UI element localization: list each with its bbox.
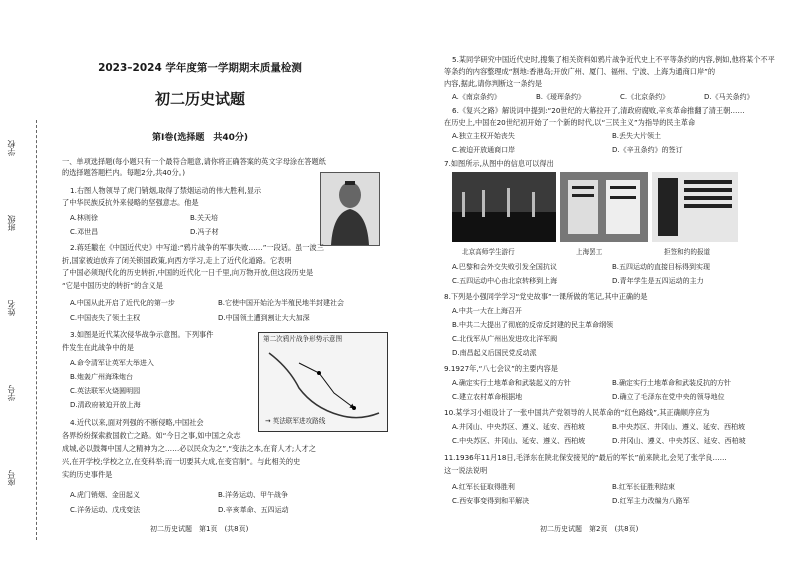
q3-option-d: D.清政府被迫开放上海 xyxy=(70,401,141,409)
q5-stem-2: 等条约的内容整理成“割地:香港岛;开放广州、厦门、福州、宁波、上海为通商口岸”的 xyxy=(444,67,716,76)
q1-stem-2: 了中华民族反抗外来侵略的坚强意志。他是 xyxy=(62,198,199,207)
q7-stem-1: 7.如图所示,从图中的信息可以得出 xyxy=(444,159,554,168)
q9-option-b: B.确定实行土地革命和武装反抗的方针 xyxy=(612,379,732,387)
q6-option-c: C.被迫开放通商口岸 xyxy=(452,146,516,154)
q6-stem-1: 6.《复兴之路》解说词中提到:“20世纪的大幕拉开了,清政府腐败,辛亥革命推翻了清王朝…… xyxy=(452,106,745,115)
q4-option-b: B.洋务运动、甲午战争 xyxy=(218,491,289,499)
q4-stem-2: 各界纷纷探索救国救亡之路。如“今日之事,如中国之众志 xyxy=(62,431,241,440)
lin-zexu-portrait xyxy=(320,172,380,246)
q8-stem-1: 8.下列是小强同学学习“党史故事”一课所做的笔记,其中正确的是 xyxy=(444,292,648,301)
q10-stem-1: 10.某学习小组设计了一张中国共产党领导的人民革命的“红色路线”,其正确顺序应为 xyxy=(444,408,710,417)
q3-option-b: B.炮轰广州海珠炮台 xyxy=(70,373,134,381)
q5-stem-1: 5.某同学研究中国近代史时,搜集了相关资料如鸦片战争近代史上不平等条约的内容,例如,他将某个不平 xyxy=(452,55,775,64)
sidebar-field-name: 姓名 xyxy=(7,300,16,316)
q4-stem-3: 成城,必以鼓舞中国人之精神为之……必以民众为之”,“变法之本,在育人才;人才之 xyxy=(62,444,316,453)
q4-stem-4: 兴,在开学校;学校之立,在变科举;而一切要其大成,在变官制”。与此相关的史 xyxy=(62,457,301,466)
q1-option-c: C.邓世昌 xyxy=(70,228,99,236)
q11-stem-1: 11.1936年11月18日,毛泽东在陕北保安接见的“最后的军长”前来陕北,会见了张学良…… xyxy=(444,453,727,462)
q4-stem-1: 4.近代以来,面对列强的不断侵略,中国社会 xyxy=(70,418,204,427)
sidebar-field-class: 班级 xyxy=(7,215,16,231)
sidebar-field-student-id: 学号 xyxy=(7,385,16,401)
q5-option-a: A.《南京条约》 xyxy=(452,93,501,101)
q3-stem-1: 3.如图是近代某次侵华战争示意图。下列事件 xyxy=(70,330,214,339)
q10-option-a: A.井冈山、中央苏区、遵义、延安、西柏坡 xyxy=(452,423,585,431)
q9-stem-1: 9.1927年,“八七会议”的主要内容是 xyxy=(444,364,558,373)
q7-photo-strike xyxy=(560,172,648,242)
sidebar-field-school: 学校 xyxy=(7,140,16,156)
q7-option-b: B.五四运动的直接目标得到实现 xyxy=(612,263,711,271)
q2-stem-2: 折,国家被迫放弃了闭关锁国政策,向西方学习,走上了近代化道路。它表明 xyxy=(62,256,292,265)
footer-page-1: 初二历史试题 第1页 (共8页) xyxy=(150,525,249,533)
q6-stem-2: 在历史上,中国在20世纪初开始了一个新的时代,以“三民主义”为指导的民主革命 xyxy=(444,118,696,127)
q7-photo-students xyxy=(452,172,556,242)
q2-stem-1: 2.蒋廷黻在《中国近代史》中写道:“鸦片战争的军事失败……”一段话。虽一波三 xyxy=(70,243,324,252)
q5-option-b: B.《瑷珲条约》 xyxy=(536,93,586,101)
q3-option-c: C.英法联军火烧圆明园 xyxy=(70,387,141,395)
q5-stem-3: 内容,据此,请你判断这一条约是 xyxy=(444,79,543,88)
q2-option-a: A.中国从此开启了近代化的第一步 xyxy=(70,299,175,307)
q11-stem-2: 这一说法说明 xyxy=(444,466,488,475)
q7-caption-1: 北京高师学生游行 xyxy=(462,248,515,256)
q10-option-d: D.井冈山、遵义、中央苏区、延安、西柏坡 xyxy=(612,437,746,445)
q9-option-d: D.确立了毛泽东在党中央的领导地位 xyxy=(612,393,725,401)
q8-option-d: D.南昌起义后国民党反动派 xyxy=(452,349,537,357)
q7-caption-2: 上海罢工 xyxy=(576,248,603,256)
q2-option-d: D.中国领土遭到割让大大加深 xyxy=(218,314,310,322)
q1-option-d: D.冯子材 xyxy=(190,228,219,236)
q6-option-d: D.《辛丑条约》的签订 xyxy=(612,146,683,154)
instruction-line-1: 一、单项选择题(每小题只有一个最符合题意,请你将正确答案的英文字母涂在答题纸 xyxy=(62,157,326,166)
q11-option-d: D.红军主力改编为八路军 xyxy=(612,497,690,505)
q4-option-c: C.洋务运动、戊戌变法 xyxy=(70,506,141,514)
q4-option-a: A.虎门销烟、金田起义 xyxy=(70,491,140,499)
q2-stem-3: 了中国必须现代化的历史转折,中国的近代化一日千里,向万物开放,但这段历史是 xyxy=(62,268,314,277)
q5-option-d: D.《马关条约》 xyxy=(704,93,754,101)
q6-option-b: B.丢失大片领土 xyxy=(612,132,662,140)
q4-stem-5: 实的历史事件是 xyxy=(62,470,113,479)
exam-year: 2023–2024 学年度第一学期期末质量检测 xyxy=(98,62,302,74)
war-route-map xyxy=(258,332,388,432)
q6-option-a: A.独立主权开始丧失 xyxy=(452,132,515,140)
q5-option-c: C.《北京条约》 xyxy=(620,93,670,101)
q7-option-d: D.青年学生是五四运动的主力 xyxy=(612,277,704,285)
q11-option-a: A.红军长征取得胜利 xyxy=(452,483,515,491)
q1-option-a: A.林则徐 xyxy=(70,214,98,222)
part-heading: 第Ⅰ卷(选择题 共40分) xyxy=(151,133,249,143)
q2-option-b: B.它使中国开始沦为半殖民地半封建社会 xyxy=(218,299,345,307)
q9-option-c: C.建立农村革命根据地 xyxy=(452,393,523,401)
q9-option-a: A.确定实行土地革命和武装起义的方针 xyxy=(452,379,571,387)
map-title: 第二次鸦片战争形势示意图 xyxy=(263,335,343,343)
q1-stem-1: 1.右图人物领导了虎门销烟,取得了禁烟运动的伟大胜利,显示 xyxy=(70,186,262,195)
q8-option-b: B.中共二大提出了彻底的反帝反封建的民主革命纲领 xyxy=(452,321,614,329)
q11-option-c: C.西安事变得到和平解决 xyxy=(452,497,530,505)
page-title: 初二历史试题 xyxy=(154,90,245,108)
q10-option-b: B.中央苏区、井冈山、遵义、延安、西柏坡 xyxy=(612,423,746,431)
footer-page-2: 初二历史试题 第2页 (共8页) xyxy=(540,525,639,533)
q1-option-b: B.关天培 xyxy=(190,214,219,222)
q8-option-c: C.北伐军从广州出发进攻北洋军阀 xyxy=(452,335,558,343)
q3-stem-2: 件发生在此战争中的是 xyxy=(62,343,134,352)
sidebar-field-seat: 座号 xyxy=(7,470,16,486)
q2-stem-4: “它是中国历史的转折”的含义是 xyxy=(62,281,163,290)
q11-option-b: B.红军长征胜利结束 xyxy=(612,483,676,491)
q4-option-d: D.辛亥革命、五四运动 xyxy=(218,506,289,514)
q7-photo-newspaper xyxy=(652,172,738,242)
q7-caption-3: 拒签和约的报道 xyxy=(664,248,711,256)
binding-line xyxy=(36,120,37,540)
q7-option-a: A.巴黎和会外交失败引发全国抗议 xyxy=(452,263,557,271)
map-legend: → 英法联军进攻路线 xyxy=(265,417,326,425)
q10-option-c: C.中央苏区、井冈山、延安、遵义、西柏坡 xyxy=(452,437,586,445)
q7-option-c: C.五四运动中心由北京转移到上海 xyxy=(452,277,558,285)
q2-option-c: C.中国丧失了领土主权 xyxy=(70,314,141,322)
instruction-line-2: 的选择题答题栏内。每题2分,共40分。) xyxy=(62,168,186,177)
q8-option-a: A.中共一大在上海召开 xyxy=(452,307,522,315)
q3-option-a: A.命令清军让英军大举进入 xyxy=(70,359,154,367)
